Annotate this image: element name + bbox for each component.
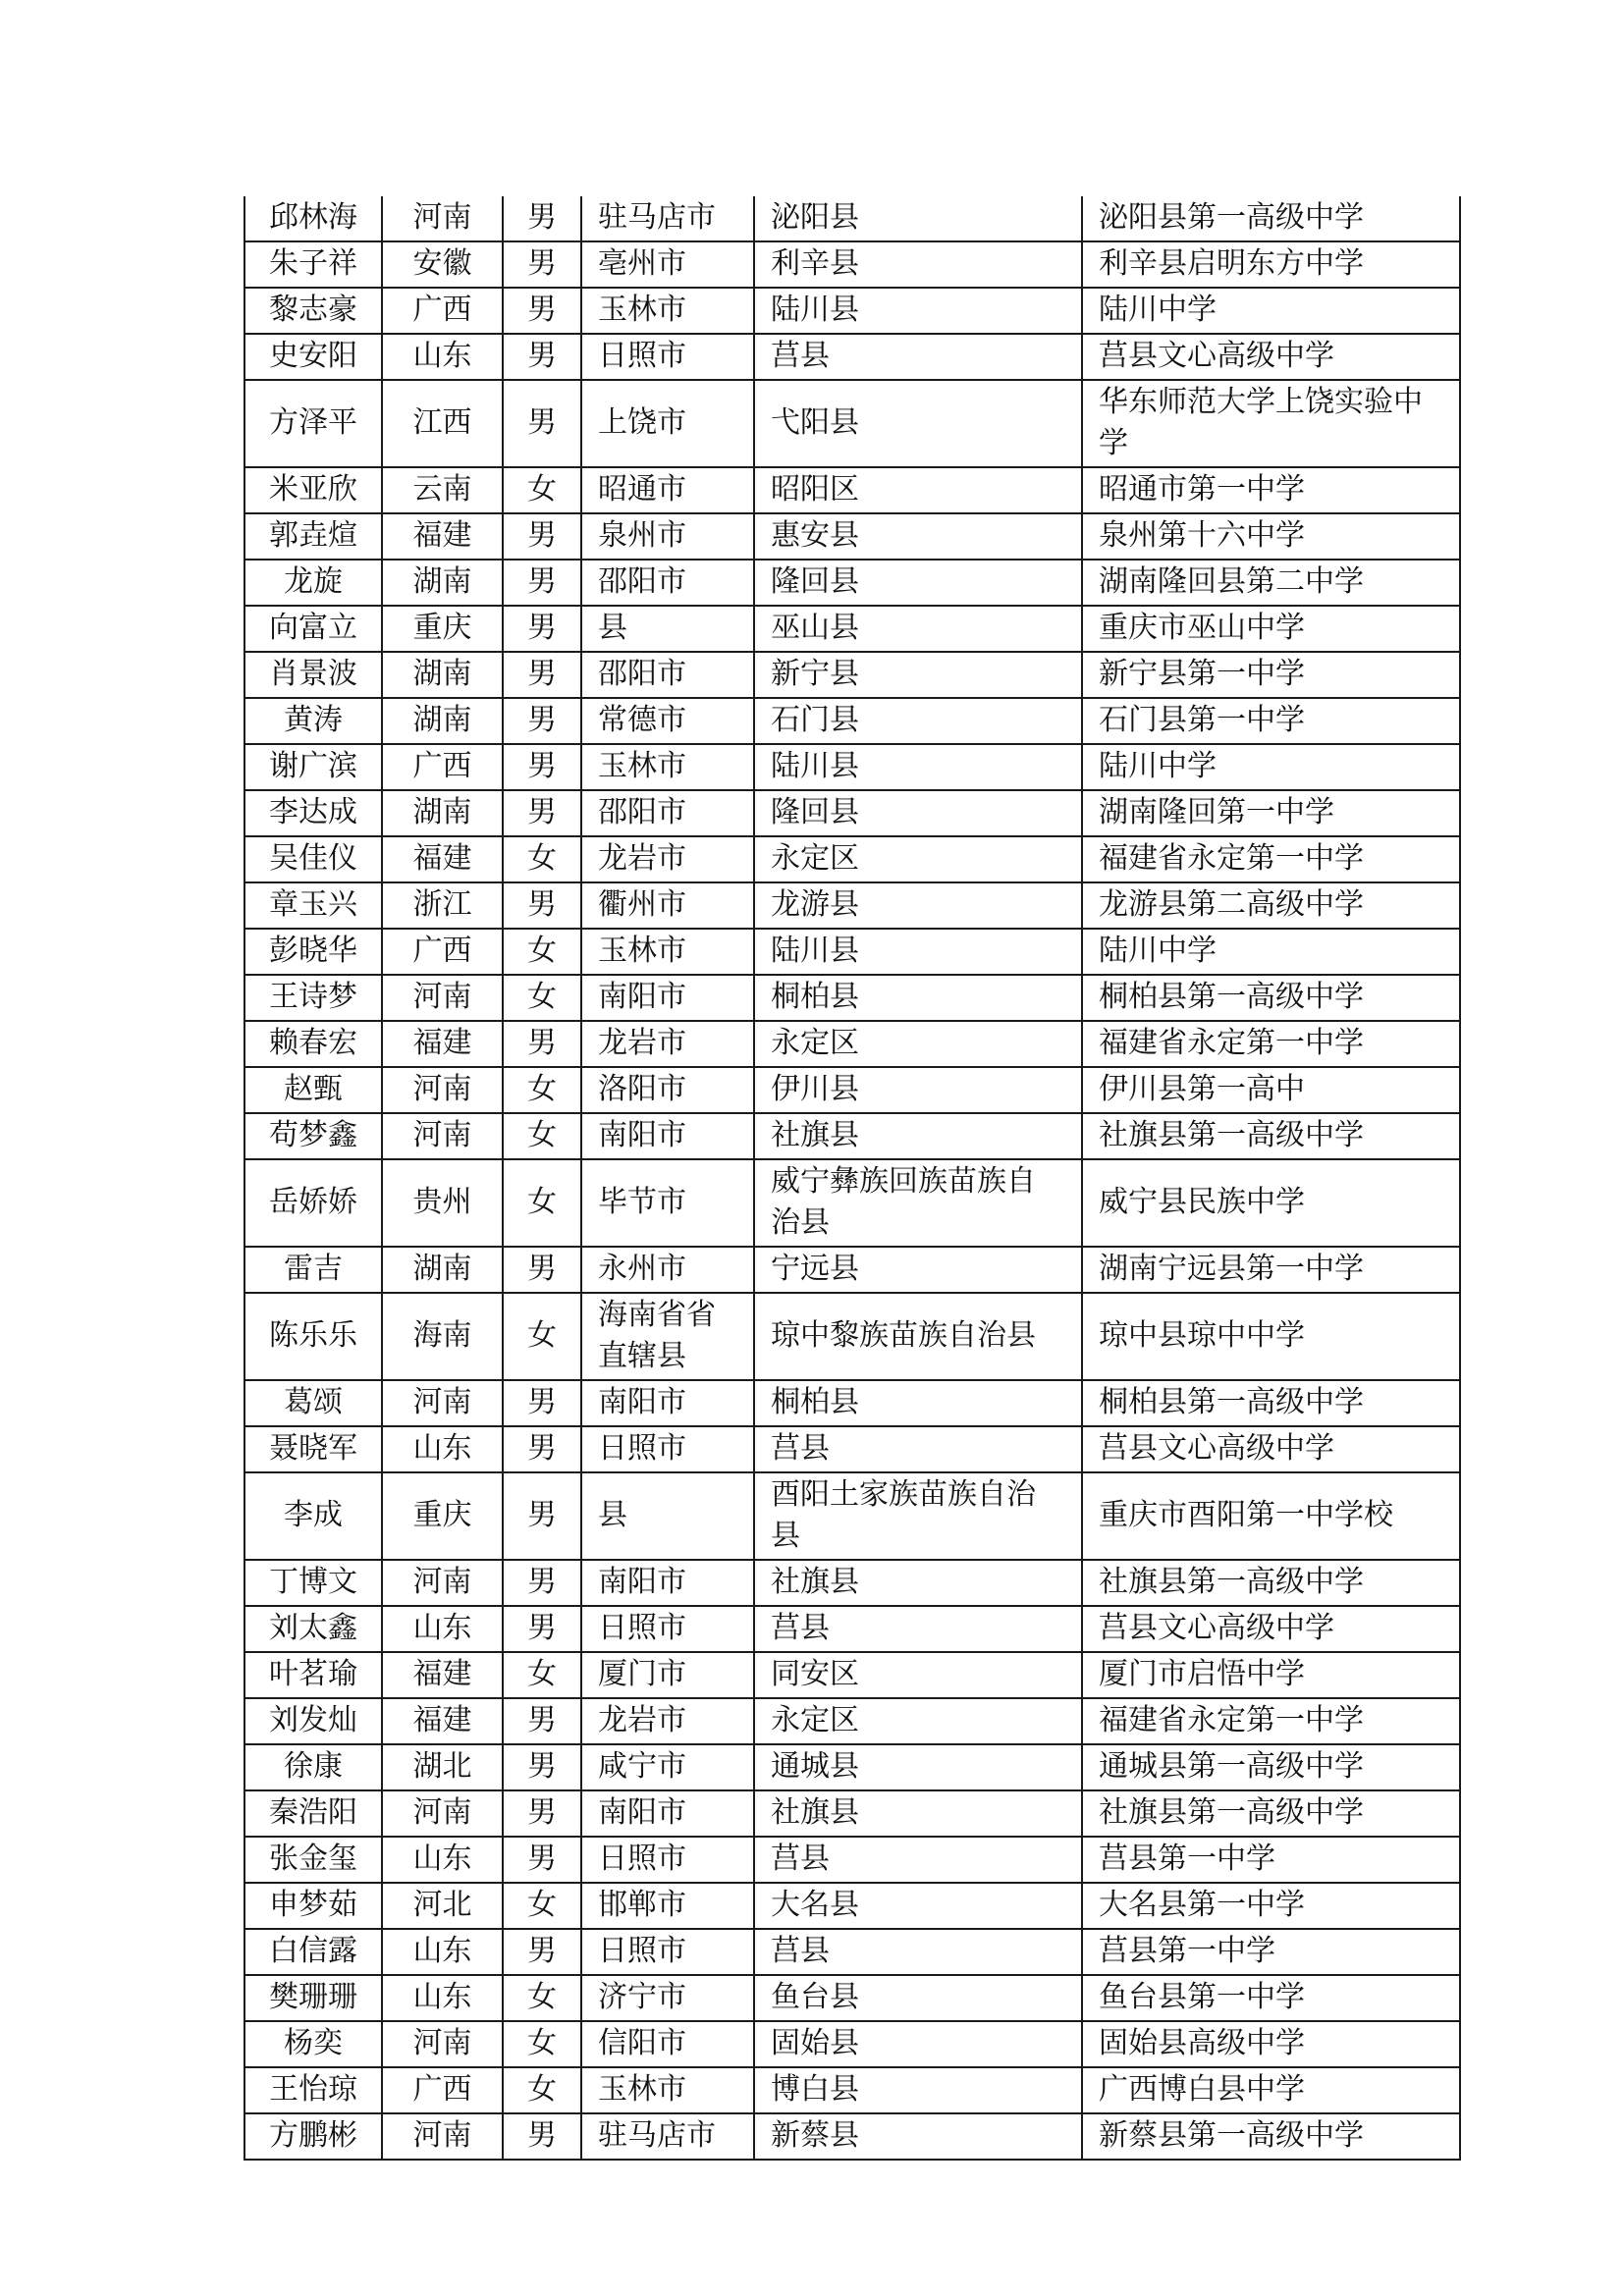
table-row bbox=[244, 606, 1460, 652]
cell-city: 洛阳市 bbox=[581, 1067, 754, 1113]
cell-gender: 男 bbox=[503, 241, 581, 288]
cell-county: 社旗县 bbox=[754, 1790, 1082, 1837]
table-row bbox=[244, 1837, 1460, 1883]
cell-city: 日照市 bbox=[581, 1837, 754, 1883]
cell-name: 朱子祥 bbox=[244, 241, 382, 288]
cell-name: 王怡琼 bbox=[244, 2067, 382, 2113]
table-row bbox=[244, 652, 1460, 698]
cell-city: 厦门市 bbox=[581, 1652, 754, 1698]
table-row bbox=[244, 1021, 1460, 1067]
cell-county: 永定区 bbox=[754, 836, 1082, 882]
cell-gender: 女 bbox=[503, 1159, 581, 1247]
cell-county: 桐柏县 bbox=[754, 1380, 1082, 1426]
cell-gender: 男 bbox=[503, 790, 581, 836]
cell-county: 莒县 bbox=[754, 334, 1082, 380]
cell-city: 邵阳市 bbox=[581, 790, 754, 836]
table-row bbox=[244, 1790, 1460, 1837]
cell-province: 湖北 bbox=[382, 1744, 503, 1790]
cell-province: 河南 bbox=[382, 2021, 503, 2067]
cell-gender: 男 bbox=[503, 652, 581, 698]
cell-gender: 男 bbox=[503, 560, 581, 606]
table-row bbox=[244, 1380, 1460, 1426]
cell-city: 常德市 bbox=[581, 698, 754, 744]
cell-city: 日照市 bbox=[581, 1929, 754, 1975]
cell-school: 龙游县第二高级中学 bbox=[1082, 882, 1460, 929]
cell-county: 巫山县 bbox=[754, 606, 1082, 652]
cell-gender: 女 bbox=[503, 2021, 581, 2067]
cell-name: 叶茗瑜 bbox=[244, 1652, 382, 1698]
table-row bbox=[244, 1247, 1460, 1293]
cell-school: 石门县第一中学 bbox=[1082, 698, 1460, 744]
cell-school: 湖南隆回第一中学 bbox=[1082, 790, 1460, 836]
cell-city: 邵阳市 bbox=[581, 560, 754, 606]
table-row bbox=[244, 241, 1460, 288]
table-row bbox=[244, 1883, 1460, 1929]
table-row bbox=[244, 560, 1460, 606]
cell-gender: 男 bbox=[503, 606, 581, 652]
cell-school: 湖南隆回县第二中学 bbox=[1082, 560, 1460, 606]
cell-school: 湖南宁远县第一中学 bbox=[1082, 1247, 1460, 1293]
cell-school: 重庆市酉阳第一中学校 bbox=[1082, 1472, 1460, 1560]
cell-county: 琼中黎族苗族自治县 bbox=[754, 1293, 1082, 1380]
cell-school: 鱼台县第一中学 bbox=[1082, 1975, 1460, 2021]
cell-province: 河南 bbox=[382, 196, 503, 241]
cell-gender: 女 bbox=[503, 1067, 581, 1113]
cell-name: 刘太鑫 bbox=[244, 1606, 382, 1652]
cell-province: 山东 bbox=[382, 334, 503, 380]
cell-school: 威宁县民族中学 bbox=[1082, 1159, 1460, 1247]
cell-gender: 男 bbox=[503, 1698, 581, 1744]
cell-county: 社旗县 bbox=[754, 1560, 1082, 1606]
cell-school: 福建省永定第一中学 bbox=[1082, 1021, 1460, 1067]
cell-province: 山东 bbox=[382, 1606, 503, 1652]
table-row bbox=[244, 1293, 1460, 1380]
cell-province: 云南 bbox=[382, 467, 503, 513]
cell-school: 伊川县第一高中 bbox=[1082, 1067, 1460, 1113]
cell-school: 泌阳县第一高级中学 bbox=[1082, 196, 1460, 241]
cell-city: 昭通市 bbox=[581, 467, 754, 513]
cell-name: 杨奕 bbox=[244, 2021, 382, 2067]
cell-gender: 男 bbox=[503, 882, 581, 929]
cell-name: 黄涛 bbox=[244, 698, 382, 744]
cell-name: 赵甄 bbox=[244, 1067, 382, 1113]
cell-name: 李达成 bbox=[244, 790, 382, 836]
cell-county: 莒县 bbox=[754, 1606, 1082, 1652]
cell-province: 河南 bbox=[382, 2113, 503, 2160]
cell-school: 昭通市第一中学 bbox=[1082, 467, 1460, 513]
cell-name: 郭垚煊 bbox=[244, 513, 382, 560]
cell-gender: 女 bbox=[503, 467, 581, 513]
cell-gender: 男 bbox=[503, 1021, 581, 1067]
table-row bbox=[244, 513, 1460, 560]
cell-city: 邵阳市 bbox=[581, 652, 754, 698]
cell-gender: 男 bbox=[503, 1744, 581, 1790]
cell-name: 王诗梦 bbox=[244, 975, 382, 1021]
cell-school: 新宁县第一中学 bbox=[1082, 652, 1460, 698]
cell-name: 方鹏彬 bbox=[244, 2113, 382, 2160]
cell-gender: 男 bbox=[503, 196, 581, 241]
cell-gender: 男 bbox=[503, 1837, 581, 1883]
cell-name: 雷吉 bbox=[244, 1247, 382, 1293]
cell-city: 海南省省直辖县 bbox=[581, 1293, 754, 1380]
cell-name: 陈乐乐 bbox=[244, 1293, 382, 1380]
cell-county: 莒县 bbox=[754, 1426, 1082, 1472]
cell-province: 湖南 bbox=[382, 652, 503, 698]
cell-school: 莒县第一中学 bbox=[1082, 1837, 1460, 1883]
cell-city: 邯郸市 bbox=[581, 1883, 754, 1929]
cell-name: 白信露 bbox=[244, 1929, 382, 1975]
cell-gender: 男 bbox=[503, 1426, 581, 1472]
cell-province: 海南 bbox=[382, 1293, 503, 1380]
cell-gender: 女 bbox=[503, 975, 581, 1021]
cell-name: 赖春宏 bbox=[244, 1021, 382, 1067]
cell-school: 琼中县琼中中学 bbox=[1082, 1293, 1460, 1380]
cell-county: 鱼台县 bbox=[754, 1975, 1082, 2021]
cell-province: 山东 bbox=[382, 1837, 503, 1883]
cell-name: 樊珊珊 bbox=[244, 1975, 382, 2021]
cell-name: 吴佳仪 bbox=[244, 836, 382, 882]
cell-province: 河南 bbox=[382, 975, 503, 1021]
cell-city: 上饶市 bbox=[581, 380, 754, 467]
cell-province: 山东 bbox=[382, 1426, 503, 1472]
cell-county: 博白县 bbox=[754, 2067, 1082, 2113]
cell-city: 南阳市 bbox=[581, 1380, 754, 1426]
cell-county: 泌阳县 bbox=[754, 196, 1082, 241]
cell-county: 社旗县 bbox=[754, 1113, 1082, 1159]
cell-name: 李成 bbox=[244, 1472, 382, 1560]
table-row bbox=[244, 698, 1460, 744]
cell-school: 厦门市启悟中学 bbox=[1082, 1652, 1460, 1698]
cell-county: 宁远县 bbox=[754, 1247, 1082, 1293]
cell-school: 莒县文心高级中学 bbox=[1082, 334, 1460, 380]
cell-school: 桐柏县第一高级中学 bbox=[1082, 1380, 1460, 1426]
cell-province: 福建 bbox=[382, 836, 503, 882]
cell-county: 石门县 bbox=[754, 698, 1082, 744]
cell-county: 通城县 bbox=[754, 1744, 1082, 1790]
cell-school: 通城县第一高级中学 bbox=[1082, 1744, 1460, 1790]
cell-city: 玉林市 bbox=[581, 744, 754, 790]
cell-gender: 男 bbox=[503, 1380, 581, 1426]
cell-gender: 男 bbox=[503, 698, 581, 744]
table-row bbox=[244, 1652, 1460, 1698]
cell-county: 威宁彝族回族苗族自治县 bbox=[754, 1159, 1082, 1247]
cell-province: 湖南 bbox=[382, 790, 503, 836]
cell-school: 莒县第一中学 bbox=[1082, 1929, 1460, 1975]
table-row bbox=[244, 1067, 1460, 1113]
table-row bbox=[244, 467, 1460, 513]
cell-county: 隆回县 bbox=[754, 790, 1082, 836]
cell-name: 刘发灿 bbox=[244, 1698, 382, 1744]
cell-school: 桐柏县第一高级中学 bbox=[1082, 975, 1460, 1021]
cell-name: 黎志豪 bbox=[244, 288, 382, 334]
cell-county: 桐柏县 bbox=[754, 975, 1082, 1021]
cell-province: 湖南 bbox=[382, 698, 503, 744]
cell-county: 永定区 bbox=[754, 1021, 1082, 1067]
cell-province: 广西 bbox=[382, 744, 503, 790]
cell-school: 福建省永定第一中学 bbox=[1082, 836, 1460, 882]
cell-city: 日照市 bbox=[581, 1606, 754, 1652]
table-row bbox=[244, 1426, 1460, 1472]
cell-name: 章玉兴 bbox=[244, 882, 382, 929]
cell-city: 南阳市 bbox=[581, 1560, 754, 1606]
cell-province: 福建 bbox=[382, 1698, 503, 1744]
table-row bbox=[244, 1606, 1460, 1652]
cell-county: 陆川县 bbox=[754, 288, 1082, 334]
cell-gender: 男 bbox=[503, 1606, 581, 1652]
cell-gender: 男 bbox=[503, 1472, 581, 1560]
cell-school: 固始县高级中学 bbox=[1082, 2021, 1460, 2067]
cell-school: 社旗县第一高级中学 bbox=[1082, 1113, 1460, 1159]
cell-city: 玉林市 bbox=[581, 288, 754, 334]
cell-name: 米亚欣 bbox=[244, 467, 382, 513]
cell-county: 同安区 bbox=[754, 1652, 1082, 1698]
cell-school: 大名县第一中学 bbox=[1082, 1883, 1460, 1929]
cell-gender: 男 bbox=[503, 334, 581, 380]
cell-province: 山东 bbox=[382, 1975, 503, 2021]
cell-school: 莒县文心高级中学 bbox=[1082, 1426, 1460, 1472]
cell-county: 伊川县 bbox=[754, 1067, 1082, 1113]
cell-city: 济宁市 bbox=[581, 1975, 754, 2021]
cell-city: 衢州市 bbox=[581, 882, 754, 929]
cell-city: 永州市 bbox=[581, 1247, 754, 1293]
cell-province: 福建 bbox=[382, 1652, 503, 1698]
cell-city: 龙岩市 bbox=[581, 1021, 754, 1067]
cell-school: 福建省永定第一中学 bbox=[1082, 1698, 1460, 1744]
table-row bbox=[244, 1560, 1460, 1606]
cell-gender: 女 bbox=[503, 836, 581, 882]
cell-name: 向富立 bbox=[244, 606, 382, 652]
table-row bbox=[244, 744, 1460, 790]
cell-name: 龙旋 bbox=[244, 560, 382, 606]
cell-city: 泉州市 bbox=[581, 513, 754, 560]
cell-city: 驻马店市 bbox=[581, 2113, 754, 2160]
cell-province: 湖南 bbox=[382, 560, 503, 606]
cell-county: 永定区 bbox=[754, 1698, 1082, 1744]
cell-name: 张金玺 bbox=[244, 1837, 382, 1883]
cell-city: 驻马店市 bbox=[581, 196, 754, 241]
cell-gender: 男 bbox=[503, 1247, 581, 1293]
cell-gender: 男 bbox=[503, 1790, 581, 1837]
cell-city: 日照市 bbox=[581, 1426, 754, 1472]
cell-county: 利辛县 bbox=[754, 241, 1082, 288]
cell-city: 南阳市 bbox=[581, 1790, 754, 1837]
cell-name: 肖景波 bbox=[244, 652, 382, 698]
table-row bbox=[244, 790, 1460, 836]
cell-county: 陆川县 bbox=[754, 929, 1082, 975]
table-row bbox=[244, 1113, 1460, 1159]
cell-county: 惠安县 bbox=[754, 513, 1082, 560]
table-row bbox=[244, 882, 1460, 929]
table-row bbox=[244, 2021, 1460, 2067]
cell-school: 华东师范大学上饶实验中学 bbox=[1082, 380, 1460, 467]
cell-province: 河南 bbox=[382, 1560, 503, 1606]
cell-gender: 女 bbox=[503, 1975, 581, 2021]
table-row bbox=[244, 288, 1460, 334]
cell-name: 徐康 bbox=[244, 1744, 382, 1790]
cell-name: 谢广滨 bbox=[244, 744, 382, 790]
cell-school: 陆川中学 bbox=[1082, 288, 1460, 334]
cell-county: 固始县 bbox=[754, 2021, 1082, 2067]
cell-gender: 男 bbox=[503, 288, 581, 334]
table-row bbox=[244, 929, 1460, 975]
cell-county: 龙游县 bbox=[754, 882, 1082, 929]
cell-gender: 男 bbox=[503, 2113, 581, 2160]
cell-province: 广西 bbox=[382, 288, 503, 334]
cell-school: 广西博白县中学 bbox=[1082, 2067, 1460, 2113]
cell-province: 河南 bbox=[382, 1067, 503, 1113]
cell-gender: 男 bbox=[503, 1929, 581, 1975]
cell-school: 利辛县启明东方中学 bbox=[1082, 241, 1460, 288]
cell-province: 河南 bbox=[382, 1113, 503, 1159]
cell-province: 贵州 bbox=[382, 1159, 503, 1247]
cell-county: 隆回县 bbox=[754, 560, 1082, 606]
cell-city: 龙岩市 bbox=[581, 1698, 754, 1744]
table-row bbox=[244, 2067, 1460, 2113]
cell-gender: 女 bbox=[503, 929, 581, 975]
table-row bbox=[244, 975, 1460, 1021]
table-row bbox=[244, 1159, 1460, 1247]
cell-city: 南阳市 bbox=[581, 975, 754, 1021]
cell-name: 秦浩阳 bbox=[244, 1790, 382, 1837]
cell-name: 邱林海 bbox=[244, 196, 382, 241]
cell-county: 酉阳土家族苗族自治县 bbox=[754, 1472, 1082, 1560]
cell-city: 县 bbox=[581, 1472, 754, 1560]
cell-province: 安徽 bbox=[382, 241, 503, 288]
cell-province: 江西 bbox=[382, 380, 503, 467]
cell-gender: 女 bbox=[503, 2067, 581, 2113]
cell-name: 申梦茹 bbox=[244, 1883, 382, 1929]
cell-name: 苟梦鑫 bbox=[244, 1113, 382, 1159]
cell-county: 大名县 bbox=[754, 1883, 1082, 1929]
cell-province: 河南 bbox=[382, 1380, 503, 1426]
table-row bbox=[244, 196, 1460, 241]
cell-school: 社旗县第一高级中学 bbox=[1082, 1790, 1460, 1837]
cell-city: 毕节市 bbox=[581, 1159, 754, 1247]
cell-city: 日照市 bbox=[581, 334, 754, 380]
cell-name: 彭晓华 bbox=[244, 929, 382, 975]
cell-gender: 女 bbox=[503, 1883, 581, 1929]
cell-province: 湖南 bbox=[382, 1247, 503, 1293]
table-row bbox=[244, 380, 1460, 467]
cell-gender: 男 bbox=[503, 1560, 581, 1606]
cell-gender: 男 bbox=[503, 744, 581, 790]
cell-name: 史安阳 bbox=[244, 334, 382, 380]
table-row bbox=[244, 1472, 1460, 1560]
cell-county: 新蔡县 bbox=[754, 2113, 1082, 2160]
cell-gender: 女 bbox=[503, 1652, 581, 1698]
cell-province: 重庆 bbox=[382, 1472, 503, 1560]
cell-county: 弋阳县 bbox=[754, 380, 1082, 467]
cell-school: 莒县文心高级中学 bbox=[1082, 1606, 1460, 1652]
table-row bbox=[244, 1929, 1460, 1975]
cell-name: 岳娇娇 bbox=[244, 1159, 382, 1247]
table-row bbox=[244, 1975, 1460, 2021]
cell-school: 重庆市巫山中学 bbox=[1082, 606, 1460, 652]
cell-province: 重庆 bbox=[382, 606, 503, 652]
cell-city: 南阳市 bbox=[581, 1113, 754, 1159]
table-row bbox=[244, 2113, 1460, 2160]
cell-city: 玉林市 bbox=[581, 929, 754, 975]
cell-name: 聂晓军 bbox=[244, 1426, 382, 1472]
table-row bbox=[244, 1744, 1460, 1790]
cell-province: 福建 bbox=[382, 1021, 503, 1067]
cell-county: 新宁县 bbox=[754, 652, 1082, 698]
cell-county: 陆川县 bbox=[754, 744, 1082, 790]
cell-name: 葛颂 bbox=[244, 1380, 382, 1426]
cell-school: 陆川中学 bbox=[1082, 929, 1460, 975]
table-row bbox=[244, 836, 1460, 882]
cell-name: 方泽平 bbox=[244, 380, 382, 467]
table-row bbox=[244, 1698, 1460, 1744]
roster-table bbox=[244, 196, 1461, 2161]
cell-school: 陆川中学 bbox=[1082, 744, 1460, 790]
cell-city: 玉林市 bbox=[581, 2067, 754, 2113]
cell-province: 山东 bbox=[382, 1929, 503, 1975]
cell-gender: 女 bbox=[503, 1293, 581, 1380]
cell-city: 信阳市 bbox=[581, 2021, 754, 2067]
cell-name: 丁博文 bbox=[244, 1560, 382, 1606]
cell-city: 咸宁市 bbox=[581, 1744, 754, 1790]
cell-gender: 男 bbox=[503, 380, 581, 467]
cell-city: 亳州市 bbox=[581, 241, 754, 288]
cell-city: 县 bbox=[581, 606, 754, 652]
table-row bbox=[244, 334, 1460, 380]
cell-gender: 男 bbox=[503, 513, 581, 560]
cell-province: 河南 bbox=[382, 1790, 503, 1837]
roster-table-body bbox=[244, 196, 1460, 2160]
cell-city: 龙岩市 bbox=[581, 836, 754, 882]
cell-school: 泉州第十六中学 bbox=[1082, 513, 1460, 560]
cell-school: 新蔡县第一高级中学 bbox=[1082, 2113, 1460, 2160]
cell-county: 莒县 bbox=[754, 1929, 1082, 1975]
cell-county: 莒县 bbox=[754, 1837, 1082, 1883]
cell-province: 浙江 bbox=[382, 882, 503, 929]
cell-province: 河北 bbox=[382, 1883, 503, 1929]
cell-province: 福建 bbox=[382, 513, 503, 560]
cell-gender: 女 bbox=[503, 1113, 581, 1159]
cell-province: 广西 bbox=[382, 929, 503, 975]
cell-school: 社旗县第一高级中学 bbox=[1082, 1560, 1460, 1606]
cell-county: 昭阳区 bbox=[754, 467, 1082, 513]
cell-province: 广西 bbox=[382, 2067, 503, 2113]
